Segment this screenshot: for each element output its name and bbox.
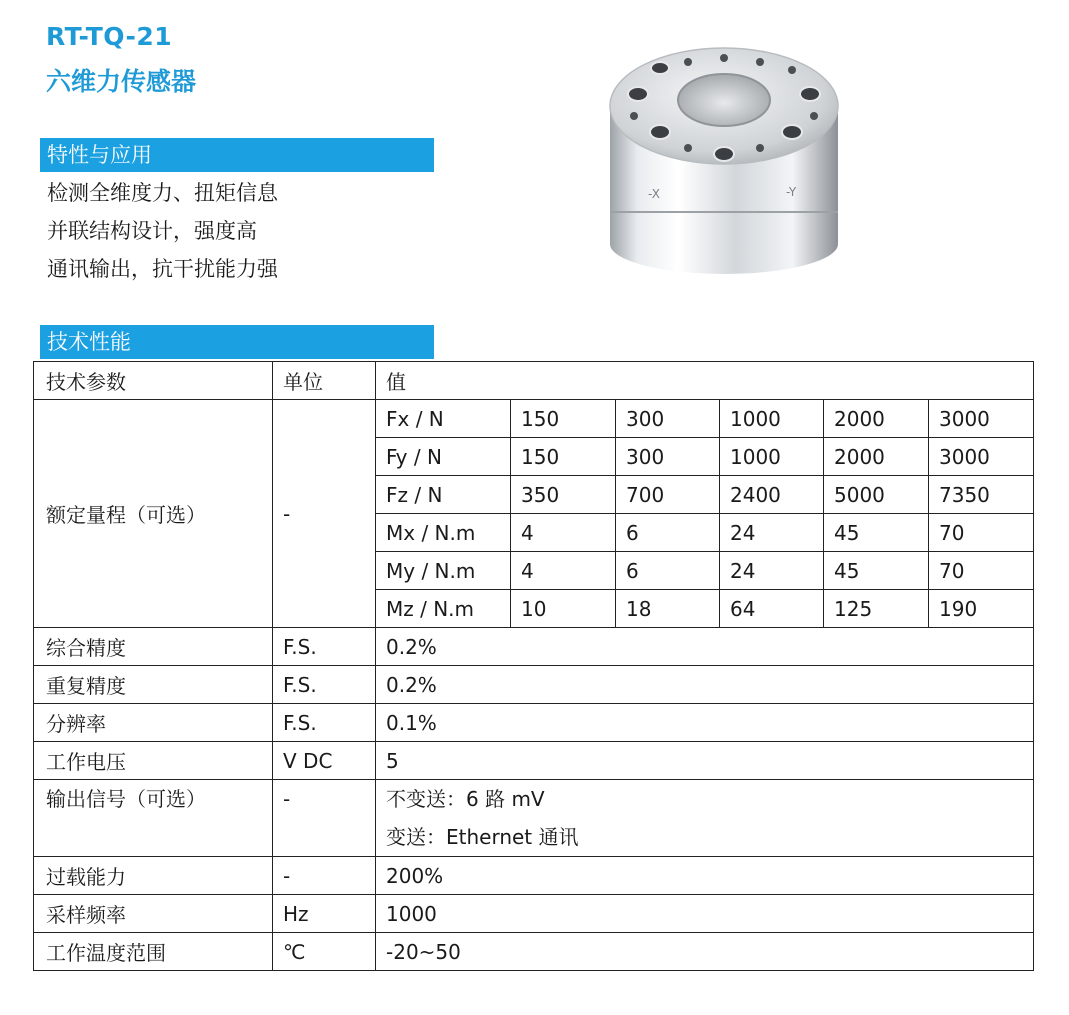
unit-cell: F.S. [273,704,376,742]
range-value: 125 [824,590,929,628]
range-value: 45 [824,552,929,590]
axis-label-y: -Y [786,185,797,199]
model-number: RT-TQ-21 [46,22,173,51]
feature-item: 检测全维度力、扭矩信息 [47,181,278,205]
unit-cell: V DC [273,742,376,780]
value-cell: 1000 [376,895,1034,933]
range-value: 190 [929,590,1034,628]
param-cell [34,780,273,857]
unit-cell: - [273,857,376,895]
table-row [34,895,1034,933]
unit-cell: ℃ [273,933,376,971]
unit-cell [273,780,376,857]
range-value: 4 [511,514,616,552]
unit-cell: F.S. [273,666,376,704]
header-value: 值 [376,362,1034,400]
value-cell: 0.1% [376,704,1034,742]
table-row [34,857,1034,895]
value-cell: -20~50 [376,933,1034,971]
range-value: 7350 [929,476,1034,514]
param-cell: 过载能力 [34,857,273,895]
range-value: 2000 [824,438,929,476]
table-row [34,933,1034,971]
range-unit: - [273,400,376,628]
table-row [34,780,1034,857]
param-cell: 重复精度 [34,666,273,704]
range-value: 1000 [720,438,824,476]
range-value: 2400 [720,476,824,514]
unit-cell: Hz [273,895,376,933]
header-unit: 单位 [273,362,376,400]
range-value: 300 [616,400,720,438]
axis-cell: Fz / N [376,476,511,514]
output-option: 不变送：6 路 mV [386,787,545,811]
axis-cell: Fy / N [376,438,511,476]
tech-section-header: 技术性能 [40,325,434,359]
range-value: 150 [511,400,616,438]
value-cell [376,780,1034,857]
range-label: 额定量程（可选） [34,400,273,628]
param-cell: 综合精度 [34,628,273,666]
range-value: 300 [616,438,720,476]
range-value: 70 [929,552,1034,590]
unit-cell: F.S. [273,628,376,666]
param-cell: 分辨率 [34,704,273,742]
range-value: 18 [616,590,720,628]
range-value: 5000 [824,476,929,514]
feature-list [47,174,278,288]
output-unit: - [283,787,291,811]
range-value: 70 [929,514,1034,552]
range-value: 64 [720,590,824,628]
param-cell: 采样频率 [34,895,273,933]
axis-cell: Mz / N.m [376,590,511,628]
range-value: 1000 [720,400,824,438]
range-value: 3000 [929,400,1034,438]
range-value: 24 [720,514,824,552]
axis-cell: Mx / N.m [376,514,511,552]
axis-label-x: -X [648,187,660,201]
range-value: 350 [511,476,616,514]
range-value: 6 [616,552,720,590]
sensor-base [610,214,838,274]
range-value: 24 [720,552,824,590]
center-bore [678,74,770,126]
output-param-label: 输出信号（可选） [46,787,206,811]
table-header-row [34,362,1034,400]
value-cell: 200% [376,857,1034,895]
axis-cell: My / N.m [376,552,511,590]
table-row [34,400,1034,438]
feature-item: 通讯输出，抗干扰能力强 [47,257,278,281]
param-cell: 工作电压 [34,742,273,780]
param-cell: 工作温度范围 [34,933,273,971]
value-cell: 0.2% [376,666,1034,704]
value-cell: 5 [376,742,1034,780]
range-value: 700 [616,476,720,514]
feature-item: 并联结构设计，强度高 [47,219,257,243]
axis-cell: Fx / N [376,400,511,438]
range-value: 150 [511,438,616,476]
range-value: 4 [511,552,616,590]
table-row [34,704,1034,742]
product-photo [608,44,840,276]
value-cell: 0.2% [376,628,1034,666]
range-value: 10 [511,590,616,628]
product-name: 六维力传感器 [46,67,197,96]
range-value: 2000 [824,400,929,438]
spec-table [33,361,1034,971]
range-value: 6 [616,514,720,552]
table-row [34,742,1034,780]
table-row [34,628,1034,666]
header-param: 技术参数 [34,362,273,400]
range-value: 45 [824,514,929,552]
table-row [34,666,1034,704]
features-section-header: 特性与应用 [40,138,434,172]
output-option: 变送：Ethernet 通讯 [386,825,579,849]
range-value: 3000 [929,438,1034,476]
